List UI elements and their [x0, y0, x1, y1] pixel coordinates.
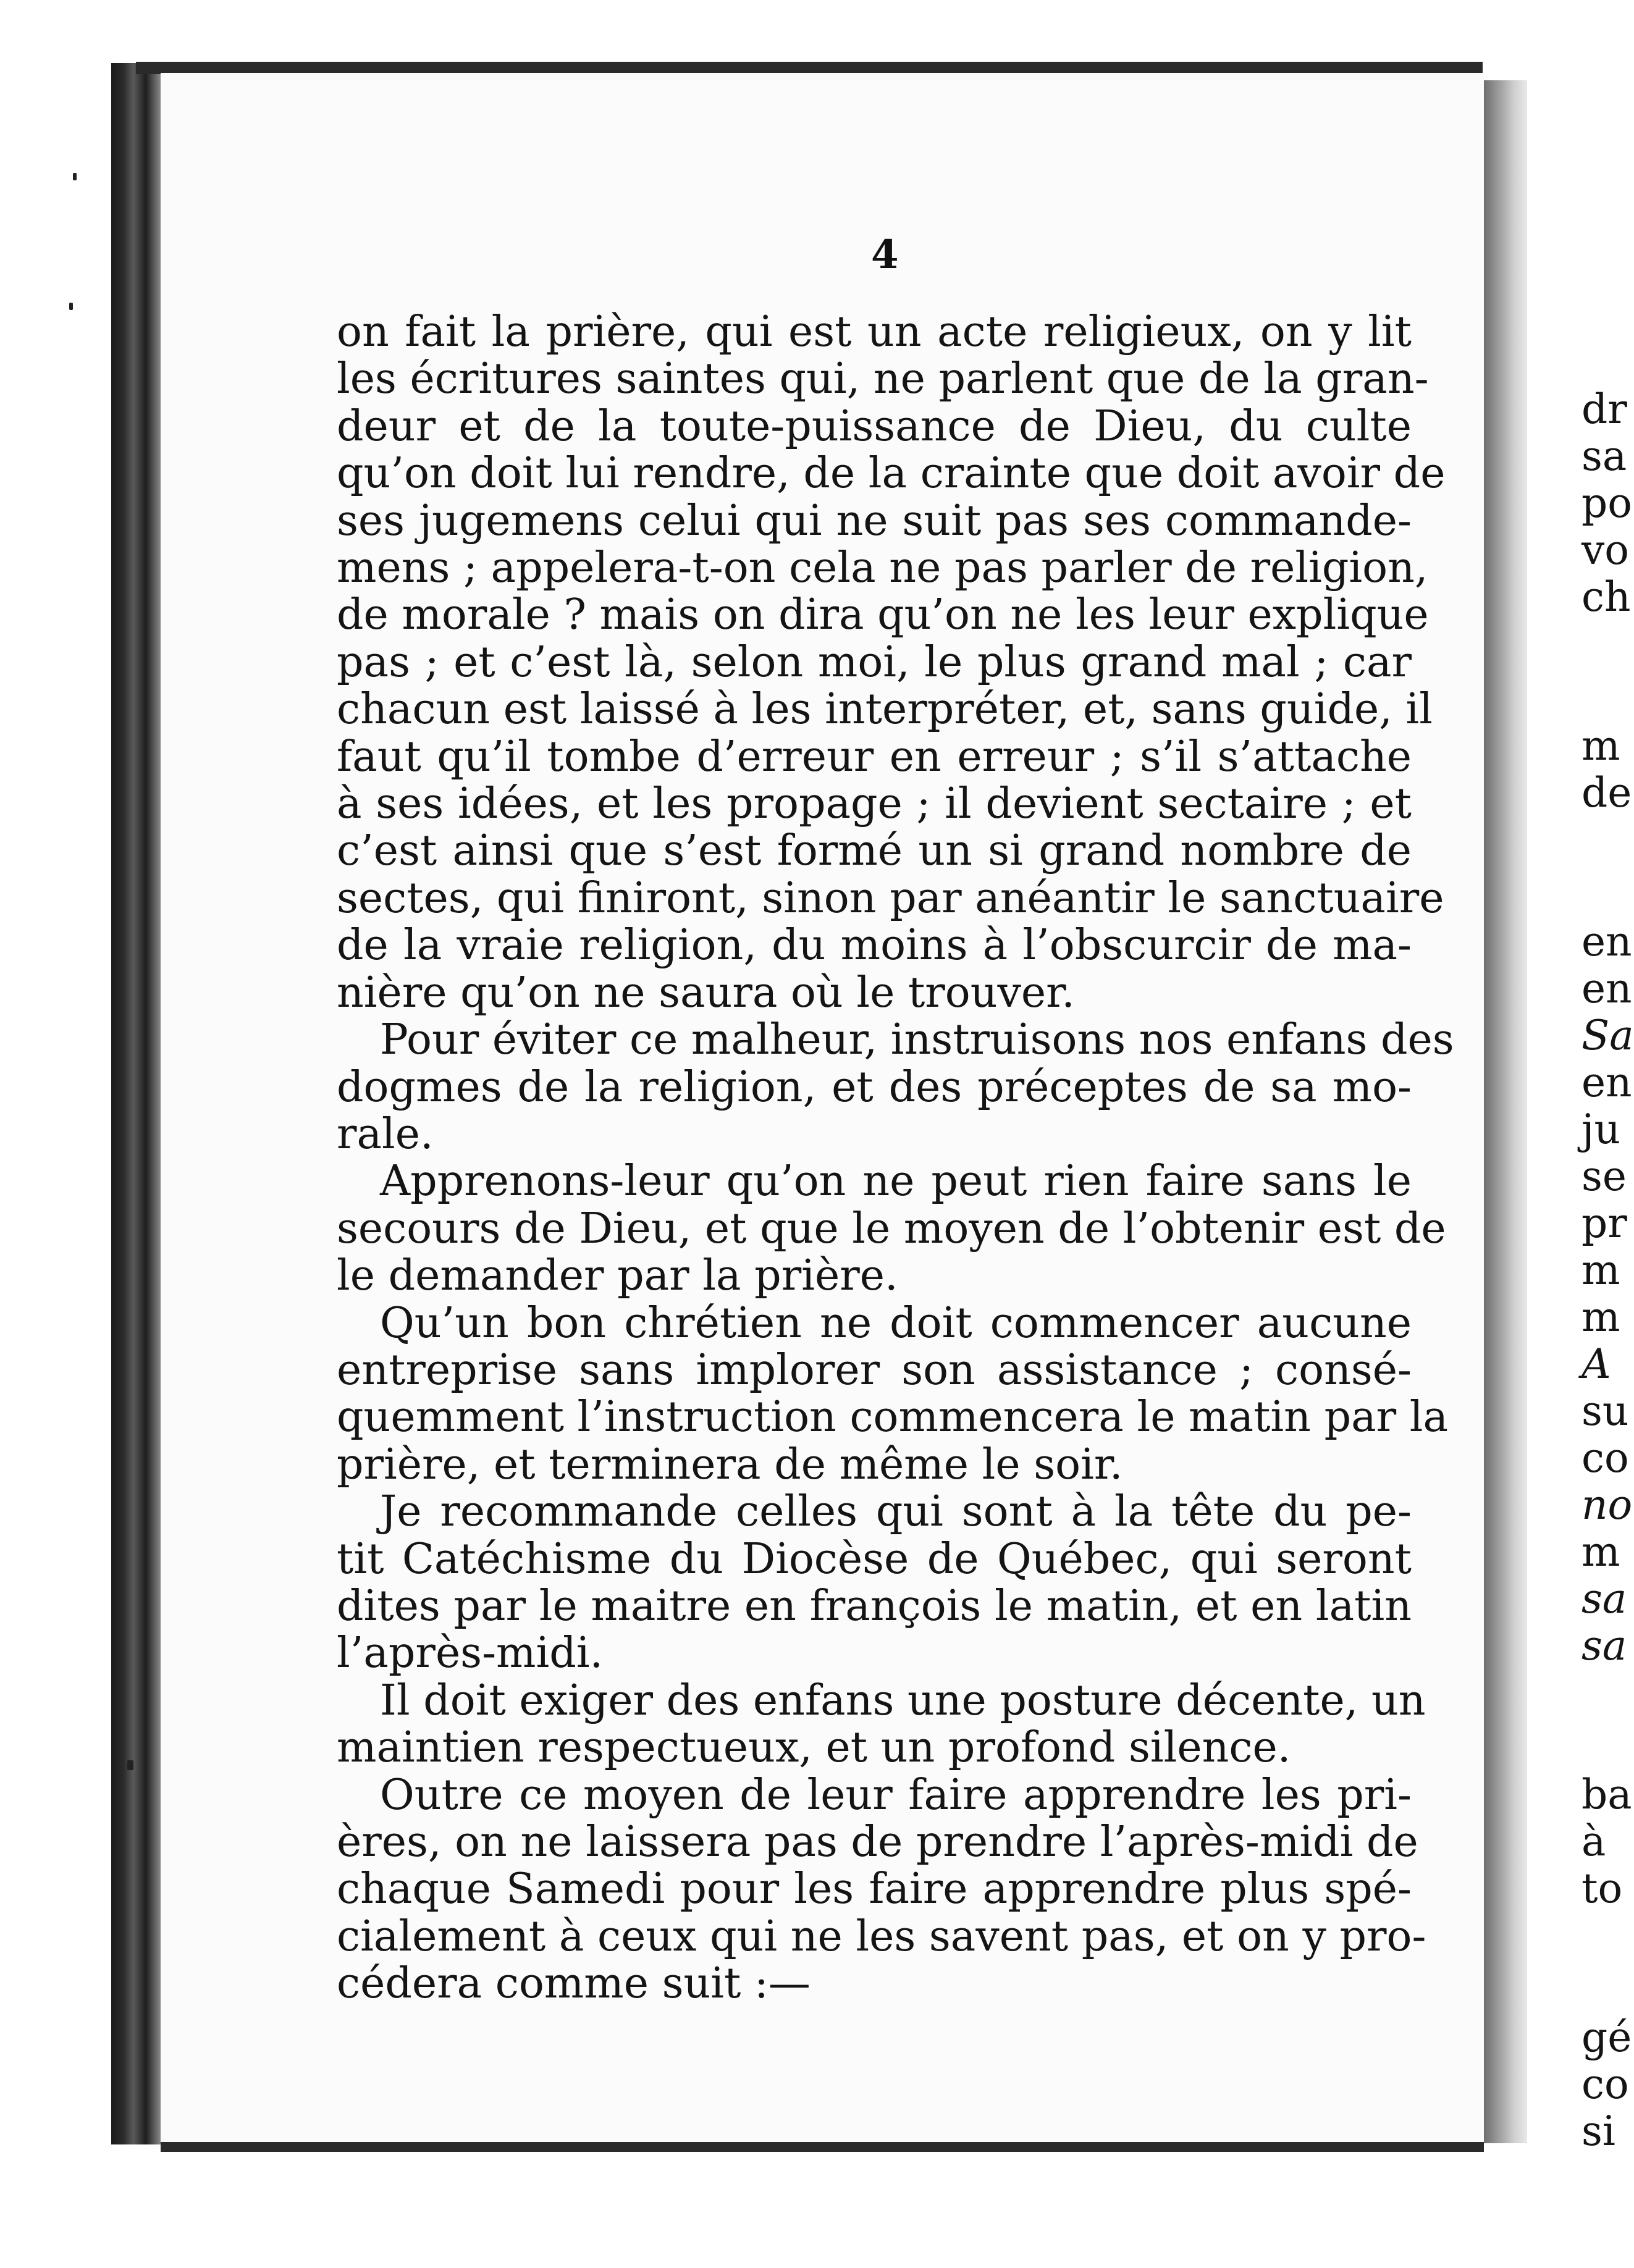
text-line: qu’on doit lui rendre, de la crainte que doit avoir de — [337, 449, 1446, 498]
fragment-line: no — [1581, 1481, 1633, 1529]
fragment-line: vo — [1581, 526, 1630, 574]
fragment-line: A — [1581, 1340, 1611, 1388]
text-line: rale. — [337, 1109, 434, 1159]
text-line: c’est ainsi que s’est formé un si grand nombre de — [337, 826, 1412, 876]
text-line: dites par le maitre en françois le matin, et en latin — [337, 1581, 1412, 1631]
text-line: chaque Samedi pour les faire apprendre plus spé- — [337, 1865, 1412, 1914]
fragment-line: sa — [1581, 1622, 1627, 1670]
fragment-line: gé — [1581, 2014, 1632, 2061]
text-line: chacun est laissé à les interpréter, et, sans guide, il — [337, 685, 1433, 734]
text-line: pas ; et c’est là, selon moi, le plus grand mal ; car — [337, 637, 1412, 687]
text-line: l’après-midi. — [337, 1629, 604, 1678]
fragment-line: m — [1581, 722, 1620, 770]
text-line: les écritures saintes qui, ne parlent que de la gran- — [337, 355, 1429, 404]
text-line: Outre ce moyen de leur faire apprendre les pri- — [380, 1770, 1412, 1820]
fragment-line: dr — [1581, 385, 1627, 433]
text-line: Qu’un bon chrétien ne doit commencer aucune — [380, 1298, 1412, 1348]
text-line: on fait la prière, qui est un acte religieux, on y lit — [337, 308, 1412, 356]
fragment-line: to — [1581, 1865, 1623, 1912]
text-line: faut qu’il tombe d’erreur en erreur ; s’il s’attache — [337, 732, 1412, 781]
fragment-line: po — [1581, 479, 1632, 527]
text-line: entreprise sans implorer son assistance ; consé- — [337, 1345, 1412, 1395]
dust-speck — [127, 1760, 133, 1770]
text-line: de la vraie religion, du moins à l’obscurcir de ma- — [337, 921, 1412, 970]
text-line: Apprenons-leur qu’on ne peut rien faire sans le — [380, 1157, 1412, 1206]
text-line: quemment l’instruction commencera le matin par la — [337, 1393, 1449, 1442]
fragment-line: se — [1581, 1153, 1627, 1200]
dust-speck — [73, 173, 77, 180]
fragment-line: co — [1581, 1434, 1629, 1482]
fragment-line: en — [1581, 918, 1632, 965]
text-line: cialement à ceux qui ne les savent pas, et on y pro- — [337, 1912, 1426, 1961]
text-line: tit Catéchisme du Diocèse de Québec, qui seront — [337, 1534, 1412, 1584]
fragment-line: co — [1581, 2060, 1629, 2108]
text-line: prière, et terminera de même le soir. — [337, 1440, 1123, 1489]
page-top-edge — [136, 62, 1483, 74]
next-page-fragments — [1581, 386, 1634, 2155]
fragment-line: si — [1581, 2107, 1615, 2155]
fragment-line: m — [1581, 1246, 1620, 1294]
text-line: ses jugemens celui qui ne suit pas ses commande- — [337, 496, 1412, 545]
text-line: cédera comme suit :— — [337, 1959, 811, 2009]
text-line: Pour éviter ce malheur, instruisons nos enfans des — [380, 1015, 1454, 1065]
fragment-line: m — [1581, 1528, 1620, 1576]
text-line: maintien respectueux, et un profond silence. — [337, 1723, 1291, 1773]
text-line: nière qu’on ne saura où le trouver. — [337, 968, 1075, 1017]
text-line: à ses idées, et les propage ; il devient sectaire ; et — [337, 779, 1412, 829]
text-line: sectes, qui finiront, sinon par anéantir le sanctuaire — [337, 873, 1444, 923]
fragment-line: Sa — [1581, 1012, 1634, 1059]
fragment-line: sa — [1581, 432, 1627, 480]
text-line: ères, on ne laissera pas de prendre l’après-midi de — [337, 1818, 1418, 1867]
text-line: Je recommande celles qui sont à la tête du pe- — [380, 1487, 1412, 1537]
dust-speck — [69, 303, 73, 310]
page-body-text — [337, 308, 1454, 2009]
text-line: mens ; appelera-t-on cela ne pas parler de religion, — [337, 544, 1428, 593]
fragment-line: m — [1581, 1293, 1620, 1341]
text-line: deur et de la toute-puissance de Dieu, du culte — [337, 401, 1412, 451]
page-gutter — [1484, 80, 1527, 2143]
text-line: le demander par la prière. — [337, 1251, 898, 1301]
text-line: secours de Dieu, et que le moyen de l’obtenir est de — [337, 1204, 1446, 1253]
text-line: de morale ? mais on dira qu’on ne les leur explique — [337, 590, 1429, 640]
page-number: 4 — [871, 232, 899, 278]
text-line: Il doit exiger des enfans une posture décente, un — [380, 1676, 1426, 1725]
book-spine — [111, 63, 161, 2144]
fragment-line: ch — [1581, 573, 1631, 621]
fragment-line: su — [1581, 1387, 1629, 1435]
fragment-line: de — [1581, 769, 1632, 817]
fragment-line: ba — [1581, 1771, 1632, 1818]
fragment-line: ju — [1581, 1106, 1620, 1153]
fragment-line: sa — [1581, 1575, 1627, 1623]
text-line: dogmes de la religion, et des préceptes de sa mo- — [337, 1062, 1412, 1112]
fragment-line: en — [1581, 965, 1632, 1012]
fragment-line: à — [1581, 1818, 1606, 1865]
fragment-line: pr — [1581, 1199, 1627, 1247]
fragment-line: en — [1581, 1059, 1632, 1106]
